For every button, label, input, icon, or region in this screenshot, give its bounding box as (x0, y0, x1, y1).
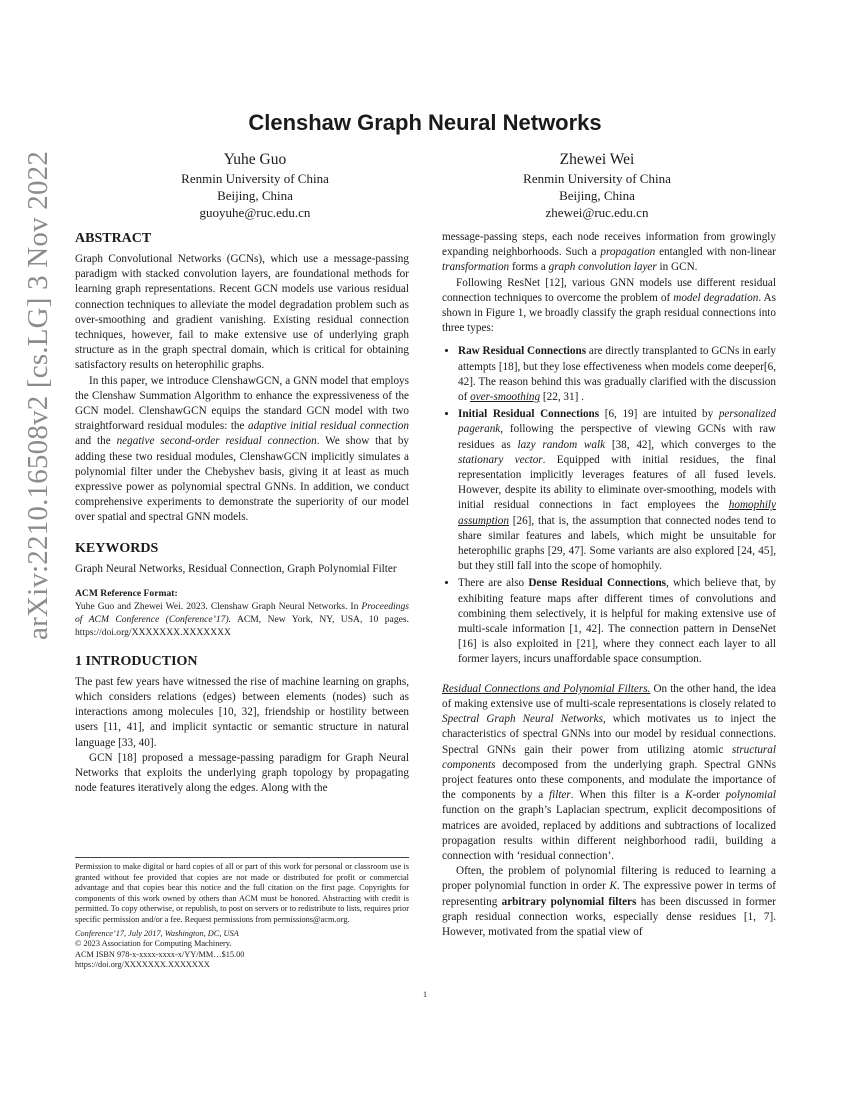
left-column (75, 230, 409, 796)
body-paragraph: Following ResNet [12], various GNN models use different residual connection techniques to overcome the problem of model degradation. As shown in Figure 1, we broadly classify the graph residual connections into three types: (442, 276, 776, 335)
list-item: • Raw Residual Connections are directly transplanted to GCNs in early attempts [18], but they lose effectiveness when models come deeper[6, 42]. The reason behind this was gradually clarified with the discussion of over-smoothing [22, 31] . (458, 344, 776, 405)
permission-footnote (75, 857, 409, 971)
author-block-2 (477, 150, 717, 221)
right-column (442, 230, 776, 940)
list-item: • Initial Residual Connections [6, 19] are intuited by personalized pagerank, following the perspective of viewing GCNs with raw residues as lazy random walk [38, 42], which converges to the stationary vector. Equipped with initial residues, the final representation implicitly leverages features of all fused levels. However, despite its ability to eliminate over-smoothing, models with initial residual connections in fact employees the homophily assumption [26], that is, the assumption that connected nodes tend to share similar features and labels, which might be unsuitable for heterophilic graphs [29, 47]. Some variants are also explored [24, 45], but they still fall into the scope of homophily. (458, 407, 776, 574)
abstract-paragraph: In this paper, we introduce ClenshawGCN, a GNN model that employs the Clenshaw Summation Algorithm to enhance the expressiveness of the GCN model. ClenshawGCN equips the standard GCN model with two straightforward residual modules: the adaptive initial residual connection and the negative second-order residual connection. We show that by adding these two residual modules, ClenshawGCN implicitly simulates a polynomial filter under the Chebyshev basis, giving it at least as much expressive power as polynomial spectral GNNs. In addition, we conduct comprehensive experiments to demonstrate the superiority of our model over spatial and spectral GNN models. (75, 374, 410, 524)
author-location: Beijing, China (559, 188, 635, 203)
doi-text: https://doi.org/XXXXXXX.XXXXXXX (75, 960, 210, 970)
author-email: zhewei@ruc.edu.cn (545, 205, 649, 220)
list-item: • There are also Dense Residual Connections, which believe that, by exhibiting feature maps after different times of convolutions and combining them selectively, it is helpful for making extensive use of multi-scale information [1, 42]. The connection pattern in DenseNet [16] is also exploited in [21], where they connect each layer to all former layers, incurs unaffordable space consumption. (458, 576, 776, 667)
acm-reference-text: Yuhe Guo and Zhewei Wei. 2023. Clenshaw Graph Neural Networks. In Proceedings of ACM Conference (Conference’17). ACM, New York, NY, USA, 10 pages. https://doi.org/XXXXXXX.XXXXXXX (75, 600, 410, 638)
author-name: Yuhe Guo (223, 151, 287, 168)
paper-title: Clenshaw Graph Neural Networks (248, 110, 602, 135)
copyright-text: © 2023 Association for Computing Machinery. (75, 939, 232, 949)
body-paragraph: message-passing steps, each node receives information from growingly expanding neighborhoods. Such a propagation entangled with non-linear transformation forms a graph convolution layer in GCN. (442, 231, 776, 274)
acm-reference-label: ACM Reference Format: (75, 587, 178, 599)
permission-text: Permission to make digital or hard copies of all or part of this work for personal or classroom use is granted without fee provided that copies are not made or distributed for profit or commercial advantage and that copies bear this notice and the full citation on the first page. Copyrights for components of this work owned by others than ACM must be honored. Abstracting with credit is permitted. To copy otherwise, or republish, to post on servers or to redistribute to lists, requires prior specific permission and/or a fee. Request permissions from permissions@acm.org. (75, 862, 409, 924)
residual-types-list (442, 344, 776, 667)
page-number: 1 (423, 990, 427, 999)
arxiv-stamp: arXiv:2210.16508v2 [cs.LG] 3 Nov 2022 (22, 150, 54, 640)
author-name: Zhewei Wei (559, 151, 635, 168)
author-block-1 (135, 150, 375, 221)
isbn-text: ACM ISBN 978-x-xxxx-xxxx-x/YY/MM…$15.00 (75, 949, 245, 959)
keywords-text: Graph Neural Networks, Residual Connection, Graph Polynomial Filter (75, 562, 397, 575)
abstract-paragraph: Graph Convolutional Networks (GCNs), which use a message-passing paradigm with stacked convolution layers, are foundational methods for learning graph representations. Recent GCN models use various residual connection techniques to alleviate the model degradation problem such as over-smoothing and gradient vanishing. Existing residual connection techniques, however, fail to make extensive use of underlying graph structure as in the graph spectral domain, which is critical for obtaining satisfactory results on heterophilic graphs. (75, 253, 409, 372)
author-location: Beijing, China (217, 188, 293, 203)
intro-heading: 1 INTRODUCTION (75, 653, 198, 669)
keywords-heading: KEYWORDS (75, 540, 159, 556)
intro-paragraph: GCN [18] proposed a message-passing paradigm for Graph Neural Networks that exploits the underlying graph topology by propagating node features iteratively along the edges. Along with the (75, 751, 409, 795)
abstract-heading: ABSTRACT (75, 231, 152, 246)
body-paragraph: Often, the problem of polynomial filtering is reduced to learning a proper polynomial function in order K. The expressive power in terms of representing arbitrary polynomial filters has been discussed in former graph residual connection works, especially dense residues [1, 7]. However, motivated from the spatial view of (442, 865, 776, 938)
author-affiliation: Renmin University of China (181, 171, 329, 186)
intro-paragraph: The past few years have witnessed the rise of machine learning on graphs, which considers relations (edges) between elements (nodes) such as interactions among molecules [10, 32], friendship or hostility between users [11, 41], and implicit syntactic or semantic structure in natural language [33, 40]. (75, 675, 409, 749)
body-paragraph: Residual Connections and Polynomial Filters. On the other hand, the idea of making extensive use of multi-scale representations is closely related to Spectral Graph Neural Networks, which motivates us to inject the characteristics of spectral GNNs into our model by residual connections. Spectral GNNs gain their power from utilizing atomic structural components decomposed from the underlying graph. Spectral GNNs project features onto these components, and modulate the importance of the components by a filter. When this filter is a K-order polynomial function on the graph’s Laplacian spectrum, explicit decompositions of matrices are avoided, replaced by additions and subtractions of localized propagation results within different neighborhood radii, building a connection with ‘residual connection’. (442, 682, 776, 862)
author-affiliation: Renmin University of China (523, 171, 671, 186)
conference-info: Conference’17, July 2017, Washington, DC, USA (75, 928, 239, 938)
author-email: guoyuhe@ruc.edu.cn (199, 205, 311, 220)
